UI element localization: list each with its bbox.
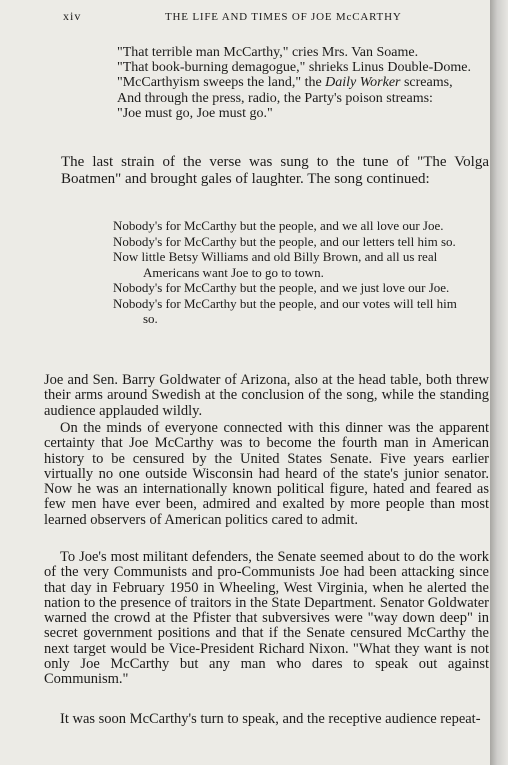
running-head: THE LIFE AND TIMES OF JOE McCARTHY <box>165 11 402 23</box>
verse-line: "Joe must go, Joe must go." <box>117 105 273 121</box>
song-line: Nobody's for McCarthy but the people, and our letters tell him so. <box>113 233 456 249</box>
paragraph: It was soon McCarthy's turn to speak, and the receptive audience repeat- <box>60 711 481 727</box>
paragraph: To Joe's most militant defenders, the Senate seemed about to do the work of the very Communists and pro-Communists Joe had been attacking since that day in February 1950 in Wheeling, West Virginia, when he alerted the nation to the presence of traitors in the State Department. Senator Goldwater warned the crowd at the Pfister that subversives were "way down deep" in secret government positions and that if the Senate censured McCarthy the next target would be Vice-President Richard Nixon. "What they want is not only Joe McCarthy but any man who dares to speak out against Communism." <box>44 549 489 688</box>
song-line: Nobody's for McCarthy but the people, and our votes will tell him so. <box>113 295 457 326</box>
song-line: Now little Betsy Williams and old Billy Brown, and all us real Americans want Joe to go to town. <box>113 249 438 280</box>
verse-line <box>117 75 487 90</box>
page-number: xiv <box>63 9 82 23</box>
verse-text: "McCarthyism sweeps the land," the <box>117 75 326 91</box>
verse-line: "That terrible man McCarthy," cries Mrs. Van Soame. <box>117 45 419 60</box>
page-binding-edge <box>490 0 508 765</box>
verse-line: And through the press, radio, the Party's poison streams: <box>117 90 433 106</box>
newspaper-title: Daily Worker <box>325 75 401 91</box>
song-line: Nobody's for McCarthy but the people, and we just love our Joe. <box>113 280 450 295</box>
verse-line: "That book-burning demagogue," shrieks Linus Double-Dome. <box>117 60 471 76</box>
verse-stanza-1 <box>117 45 487 121</box>
paragraph: Joe and Sen. Barry Goldwater of Arizona, also at the head table, both threw their arms around Swedish at the conclusion of the song, while the standing audience applauded wildly. <box>44 372 489 419</box>
song-line: Nobody's for McCarthy but the people, and we all love our Joe. <box>113 218 444 233</box>
paragraph: The last strain of the verse was sung to the tune of "The Volga Boatmen" and brought gales of laughter. The song continued: <box>61 154 489 187</box>
verse-text: screams, <box>400 75 453 91</box>
song-lyrics <box>113 218 458 327</box>
page-header <box>0 9 490 29</box>
paragraph: On the minds of everyone connected with this dinner was the apparent certainty that Joe McCarthy was to become the fourth man in American history to be censured by the United States Senate. Five years earlier virtually no one outside Wisconsin had heard of the state's junior senator. Now he was an internationally known political figure, hated and feared as few men have ever been, admired and exalted by more people than most learned observers of American politics cared to admit. <box>44 420 489 528</box>
